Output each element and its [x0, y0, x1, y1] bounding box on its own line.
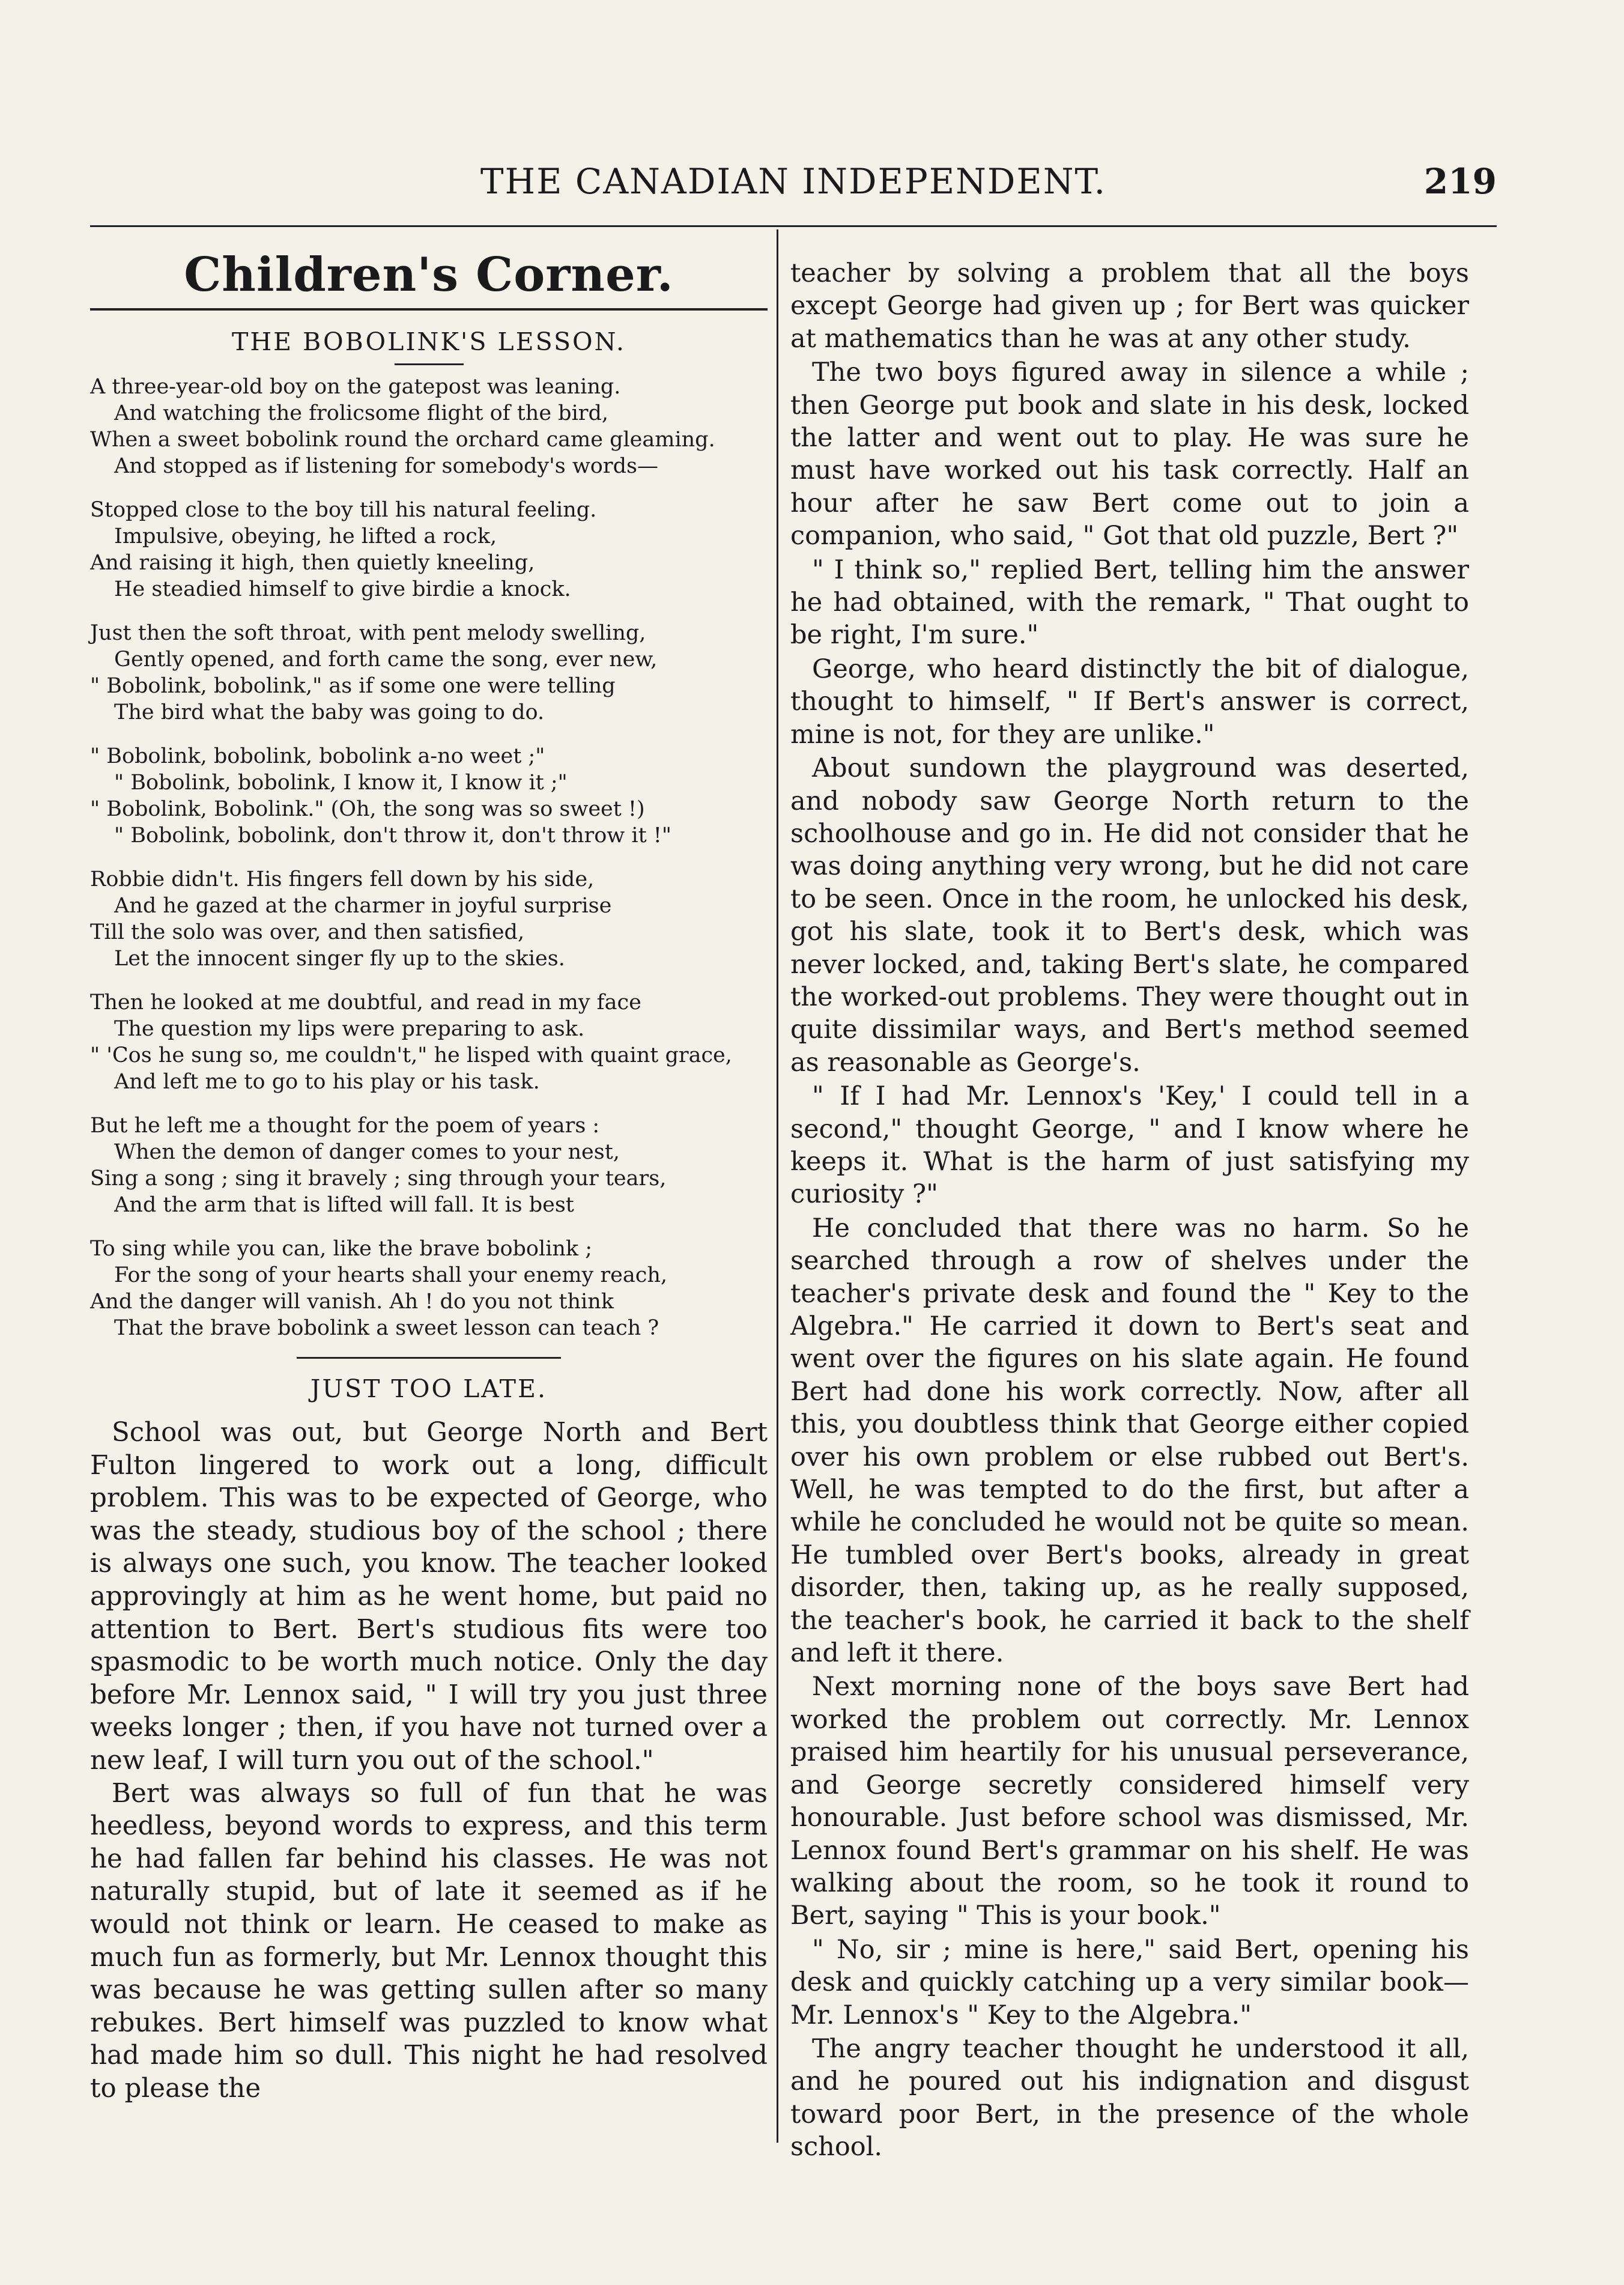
poem-line: For the song of your hearts shall your enemy reach, [114, 1263, 668, 1287]
poem-line: To sing while you can, like the brave bobolink ; [90, 1237, 593, 1261]
poem-line: Stopped close to the boy till his natural feeling. [90, 498, 597, 522]
poem-line: That the brave bobolink a sweet lesson can teach ? [114, 1316, 659, 1340]
poem-line: Let the innocent singer fly up to the skies. [114, 947, 565, 971]
poem-title-rule [395, 363, 464, 365]
poem-line: " Bobolink, bobolink, don't throw it, don't throw it !" [114, 824, 671, 848]
poem-line: Then he looked at me doubtful, and read in my face [90, 991, 641, 1015]
story-paragraph: Bert was always so full of fun that he was heedless, beyond words to express, and this term he had fallen far behind his classes. He was not naturally stupid, but of late it seemed as if he would not think or learn. He ceased to make as much fun as formerly, but Mr. Lennox thought this was because he was getting sullen after so many rebukes. Bert himself was puzzled to know what had made him so dull. This night he had resolved to please the [90, 1778, 768, 2104]
poem-line: The bird what the baby was going to do. [114, 700, 545, 724]
story-paragraph: School was out, but George North and Bert Fulton lingered to work out a long, difficult problem. This was to be expected of George, who was the steady, studious boy of the school ; there is always one such, you know. The teacher looked approvingly at him as he went home, but paid no attention to Bert. Bert's studious fits were too spasmodic to be worth much notice. Only the day before Mr. Lennox said, " I will try you just three weeks longer ; then, if you have not turned over a new leaf, I will turn you out of the school." [90, 1418, 768, 1776]
page-number: 219 [1423, 161, 1497, 202]
poem-line: But he left me a thought for the poem of years : [90, 1114, 600, 1138]
story-left-text [90, 1416, 768, 2105]
poem-line: And watching the frolicsome flight of the bird, [114, 401, 609, 425]
poem-stanza [90, 866, 768, 972]
poem-line: And left me to go to his play or his task. [114, 1070, 540, 1094]
poem-line: When the demon of danger comes to your nest, [114, 1140, 620, 1164]
poem-stanza [90, 1236, 768, 1341]
story-paragraph: About sundown the playground was deserted, and nobody saw George North return to the schoolhouse and go in. He did not consider that he was doing anything very wrong, but he did not care to be seen. Once in the room, he unlocked his desk, got his slate, took it to Bert's desk, which was never locked, and, taking Bert's slate, he compared the worked-out problems. They were thought out in quite dissimilar ways, and Bert's method seemed as reasonable as George's. [790, 753, 1469, 1078]
poem-line: He steadied himself to give birdie a knock. [114, 577, 571, 601]
poem-line: " Bobolink, bobolink, I know it, I know it ;" [114, 771, 568, 795]
poem-line: Gently opened, and forth came the song, ever new, [114, 648, 658, 672]
poem-line: " 'Cos he sung so, me couldn't," he lisped with quaint grace, [90, 1043, 732, 1067]
poem-line: The question my lips were preparing to ask. [114, 1017, 585, 1041]
poem-line: " Bobolink, bobolink, bobolink a-no weet ;" [90, 744, 545, 768]
story-paragraph: George, who heard distinctly the bit of dialogue, thought to himself, " If Bert's answer is correct, mine is not, for they are unlike." [790, 654, 1469, 750]
poem-stanza [90, 989, 768, 1095]
poem-stanza [90, 620, 768, 726]
poem-line: Impulsive, obeying, he lifted a rock, [114, 524, 497, 548]
poem-title: THE BOBOLINK'S LESSON. [232, 327, 626, 356]
story-paragraph: " No, sir ; mine is here," said Bert, opening his desk and quickly catching up a very similar book— Mr. Lennox's " Key to the Algebra." [790, 1934, 1469, 2030]
story-paragraph: The angry teacher thought he understood it all, and he poured out his indignation and disgust toward poor Bert, in the presence of the whole school. [790, 2033, 1469, 2162]
poem-stanza [90, 743, 768, 849]
journal-title: THE CANADIAN INDEPENDENT. [480, 161, 1107, 202]
poem-line: Robbie didn't. His fingers fell down by his side, [90, 867, 595, 891]
poem-line: And stopped as if listening for somebody's words— [114, 454, 658, 478]
story-paragraph: Next morning none of the boys save Bert had worked the problem out correctly. Mr. Lennox praised him heartily for his unusual perseverance, and George secretly considered himself very honourable. Just before school was dismissed, Mr. Lennox found Bert's grammar on his shelf. He was walking about the room, so he took it round to Bert, saying " This is your book." [790, 1672, 1469, 1931]
story-separator-rule [297, 1357, 561, 1359]
left-column [90, 239, 768, 2105]
story-title: JUST TOO LATE. [311, 1374, 547, 1403]
column-divider [777, 229, 778, 2143]
poem-line: Just then the soft throat, with pent melody swelling, [90, 621, 646, 645]
poem-line: " Bobolink, bobolink," as if some one were telling [90, 674, 616, 698]
poem-line: And raising it high, then quietly kneeling, [90, 551, 535, 575]
poem-body [90, 374, 768, 1341]
story-paragraph: The two boys figured away in silence a while ; then George put book and slate in his desk, locked the latter and went out to play. He was sure he must have worked out his task correctly. Half an hour after he saw Bert come out to join a companion, who said, " Got that old puzzle, Bert ?" [790, 357, 1469, 551]
poem-stanza [90, 374, 768, 479]
poem-line: " Bobolink, Bobolink." (Oh, the song was so sweet !) [90, 797, 645, 821]
poem-stanza [90, 1112, 768, 1218]
right-column [790, 257, 1469, 2164]
poem-line: And he gazed at the charmer in joyful surprise [114, 894, 612, 918]
header-rule [90, 225, 1497, 227]
poem-line: And the danger will vanish. Ah ! do you not think [90, 1290, 614, 1314]
poem-line: When a sweet bobolink round the orchard came gleaming. [90, 428, 715, 452]
story-paragraph: " I think so," replied Bert, telling him the answer he had obtained, with the remark, " That ought to be right, I'm sure." [790, 554, 1469, 651]
poem-line: And the arm that is lifted will fall. It is best [114, 1193, 574, 1217]
section-rule [90, 308, 768, 311]
story-paragraph: " If I had Mr. Lennox's 'Key,' I could tell in a second," thought George, " and I know where he keeps it. What is the harm of just satisfying my curiosity ?" [790, 1081, 1469, 1210]
story-paragraph-continued: teacher by solving a problem that all the boys except George had given up ; for Bert was quicker at mathematics than he was at any other study. [790, 258, 1469, 354]
poem-line: Till the solo was over, and then satisfied, [90, 920, 525, 944]
section-title: Children's Corner. [184, 247, 674, 302]
poem-stanza [90, 497, 768, 602]
poem-line: Sing a song ; sing it bravely ; sing through your tears, [90, 1167, 667, 1191]
story-paragraph: He concluded that there was no harm. So he searched through a row of shelves under the teacher's private desk and found the " Key to the Algebra." He carried it down to Bert's seat and went over the figures on his slate again. He found Bert had done his work correctly. Now, after all this, you doubtless think that George either copied over his own problem or else rubbed out Bert's. Well, he was tempted to do the first, but after a while he concluded he would not be quite so mean. He tumbled over Bert's books, already in great disorder, then, taking up, as he really supposed, the teacher's book, he carried it back to the shelf and left it there. [790, 1213, 1469, 1669]
running-header [90, 161, 1497, 203]
poem-line: A three-year-old boy on the gatepost was leaning. [90, 375, 621, 399]
